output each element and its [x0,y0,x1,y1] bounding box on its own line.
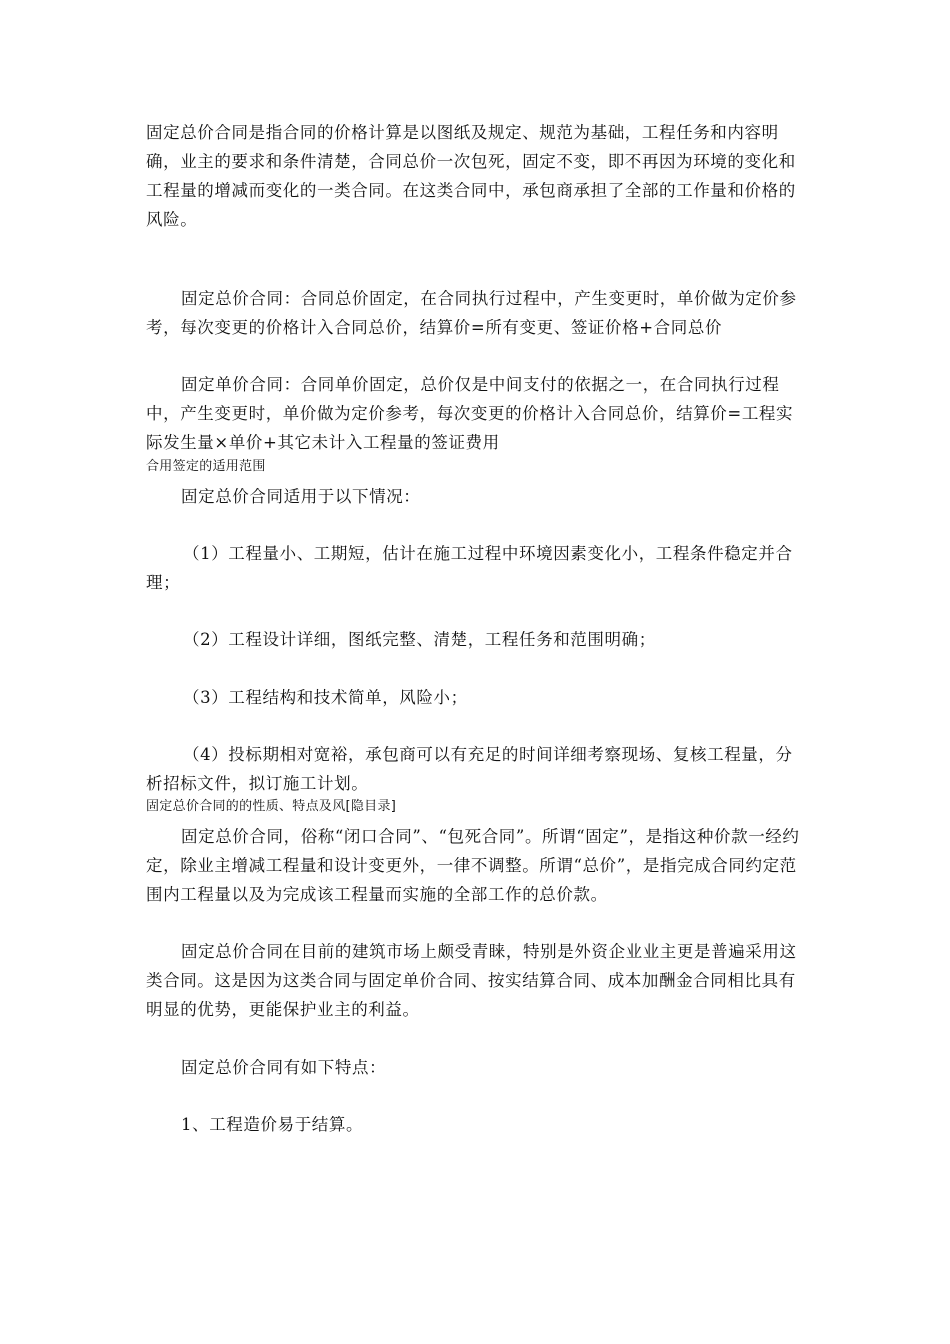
section-heading-nature: 固定总价合同的的性质、特点及风[隐目录] [146,799,397,814]
scope-item-3: （3）工程结构和技术简单，风险小； [183,688,468,707]
features-intro: 固定总价合同有如下特点： [181,1058,387,1077]
nature-paragraph-2: 固定总价合同在目前的建筑市场上颇受青睐，特别是外资企业业主更是普遍采用这类合同。这是因为这类合同与固定单价合同、按实结算合同、成本加酬金合同相比具有明显的优势，更能保护业主的利益。 [146,942,797,1019]
scope-item-1: （1）工程量小、工期短，估计在施工过程中环境因素变化小，工程条件稳定并合理； [146,544,793,592]
scope-item-2: （2）工程设计详细，图纸完整、清楚，工程任务和范围明确； [183,630,656,649]
section-heading-scope: 合用签定的适用范围 [146,459,266,474]
nature-paragraph-1: 固定总价合同，俗称“闭口合同”、“包死合同”。所谓“固定”，是指这种价款一经约定，除业主增减工程量和设计变更外，一律不调整。所谓“总价”，是指完成合同约定范围内工程量以及为完成该工程量而实施的全部工作的总价款。 [146,827,800,904]
fixed-total-definition: 固定总价合同：合同总价固定，在合同执行过程中，产生变更时，单价做为定价参考，每次变更的价格计入合同总价，结算价=所有变更、签证价格+合同总价 [146,289,797,337]
fixed-unit-definition: 固定单价合同：合同单价固定，总价仅是中间支付的依据之一，在合同执行过程中，产生变更时，单价做为定价参考，每次变更的价格计入合同总价，结算价=工程实际发生量×单价+其它未计入工程量的签证费用 [146,375,794,452]
intro-paragraph: 固定总价合同是指合同的价格计算是以图纸及规定、规范为基础，工程任务和内容明确，业主的要求和条件清楚，合同总价一次包死，固定不变，即不再因为环境的变化和工程量的增减而变化的一类合同。在这类合同中，承包商承担了全部的工作量和价格的风险。 [146,123,796,229]
feature-item-1: 1、工程造价易于结算。 [181,1115,364,1134]
scope-intro: 固定总价合同适用于以下情况： [181,487,421,506]
scope-item-4: （4）投标期相对宽裕，承包商可以有充足的时间详细考察现场、复核工程量，分析招标文件，拟订施工计划。 [146,745,793,793]
